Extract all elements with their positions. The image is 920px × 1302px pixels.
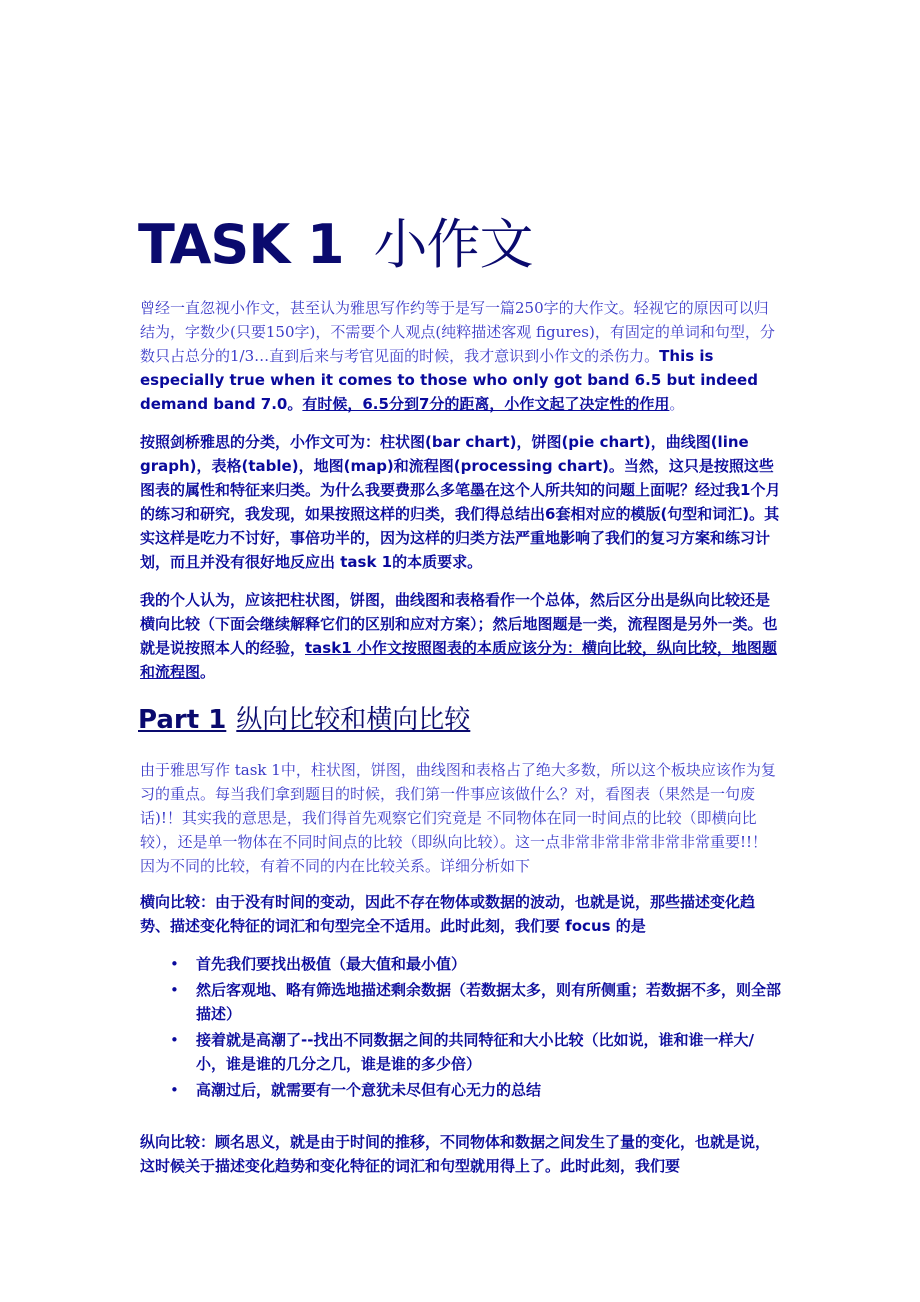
bullet-icon: • <box>170 1031 179 1049</box>
vertical-comparison-paragraph: 纵向比较：顾名思义，就是由于时间的推移，不同物体和数据之间发生了量的变化，也就是说，这时候关于描述变化趋势和变化特征的词汇和句型就用得上了。此时此刻，我们要 <box>140 1133 771 1175</box>
opinion-text: 我的个人认为，应该把柱状图，饼图，曲线图和表格看作一个总体，然后区分出是纵向比较还是横向比较（下面会继续解释它们的区别和应对方案）；然后地图题是一类，流程图是另外一类。也就是说按照本人的经验， <box>140 591 778 657</box>
section-heading-text: 纵向比较和横向比较 <box>236 705 471 735</box>
list-item-text: 然后客观地、略有筛选地描述剩余数据（若数据太多，则有所侧重；若数据不多，则全部描述） <box>196 981 782 1023</box>
list-item-text: 首先我们要找出极值（最大值和最小值） <box>196 955 467 973</box>
title-en: TASK 1 <box>138 213 344 276</box>
intro-text: 曾经一直忽视小作文，甚至认为雅思写作约等于是写一篇250字的大作文。轻视它的原因可以归结为，字数少(只要150字)，不需要个人观点(纯粹描述客观 figures)，有固定的单词和句型，分数只占总分的1/3…直到后来与考官见面的时候，我才意识到小作文的杀伤力。 <box>140 299 775 365</box>
list-item <box>140 1028 782 1076</box>
list-item <box>140 1078 782 1102</box>
title-zh: 小作文 <box>373 213 533 276</box>
horizontal-comparison-paragraph: 横向比较：由于没有时间的变动，因此不存在物体或数据的波动，也就是说，那些描述变化趋势、描述变化特征的词汇和句型完全不适用。此时此刻，我们要 focus 的是 <box>140 893 756 935</box>
horizontal-steps-list <box>140 952 782 1104</box>
intro-bold-text: This is especially true when it comes to those who only got band 6.5 but indeed demand band 7.0。 <box>140 347 758 413</box>
list-item <box>140 978 782 1026</box>
bullet-icon: • <box>170 1081 179 1099</box>
section-heading <box>138 700 470 740</box>
page-title <box>138 212 533 278</box>
bullet-icon: • <box>170 955 179 973</box>
section-heading-number: Part 1 <box>138 705 227 735</box>
opinion-paragraph: 我的个人认为，应该把柱状图，饼图，曲线图和表格看作一个总体，然后区分出是纵向比较还是横向比较（下面会继续解释它们的区别和应对方案）；然后地图题是一类，流程图是另外一类。也就是说按照本人的经验，task1 小作文按照图表的本质应该分为：横向比较，纵向比较，地图题和流程图。 <box>140 591 778 681</box>
classification-paragraph: 按照剑桥雅思的分类，小作文可为：柱状图(bar chart)，饼图(pie chart)，曲线图(line graph)，表格(table)，地图(map)和流程图(processing chart)。当然，这只是按照这些图表的属性和特征来归类。为什么我要费那么多笔墨在这个人所共知的问题上面呢？经过我1个月的练习和研究，我发现，如果按照这样的归类，我们得总结出6套相对应的模版(句型和词汇)。其实这样是吃力不讨好，事倍功半的，因为这样的归类方法严重地影响了我们的复习方案和练习计划，而且并没有很好地反应出 task 1的本质要求。 <box>140 433 781 571</box>
list-item-text: 接着就是高潮了--找出不同数据之间的共同特征和大小比较（比如说，谁和谁一样大/小，谁是谁的几分之几，谁是谁的多少倍） <box>196 1031 754 1073</box>
overview-paragraph: 由于雅思写作 task 1中，柱状图，饼图，曲线图和表格占了绝大多数，所以这个板块应该作为复习的重点。每当我们拿到题目的时候，我们第一件事应该做什么？对，看图表（果然是一句废话)!！其实我的意思是，我们得首先观察它们究竟是 不同物体在同一时间点的比较（即横向比较），还是单一物体在不同时间点的比较（即纵向比较）。这一点非常非常非常非常非常重要!!！因为不同的比较，有着不同的内在比较关系。详细分析如下 <box>140 761 776 875</box>
list-item <box>140 952 782 976</box>
bullet-icon: • <box>170 981 179 999</box>
intro-paragraph: 曾经一直忽视小作文，甚至认为雅思写作约等于是写一篇250字的大作文。轻视它的原因可以归结为，字数少(只要150字)，不需要个人观点(纯粹描述客观 figures)，有固定的单词和句型，分数只占总分的1/3…直到后来与考官见面的时候，我才意识到小作文的杀伤力。This is especially true when it comes to those who only got band 6.5 but indeed demand band 7.0。有时候，6.5分到7分的距离，小作文起了决定性的作用。 <box>140 299 775 413</box>
list-item-text: 高潮过后，就需要有一个意犹未尽但有心无力的总结 <box>196 1081 542 1099</box>
opinion-underlined-text: task1 小作文按照图表的本质应该分为：横向比较，纵向比较，地图题和流程图 <box>140 639 777 681</box>
intro-underlined-text: 有时候，6.5分到7分的距离，小作文起了决定性的作用 <box>302 395 670 413</box>
